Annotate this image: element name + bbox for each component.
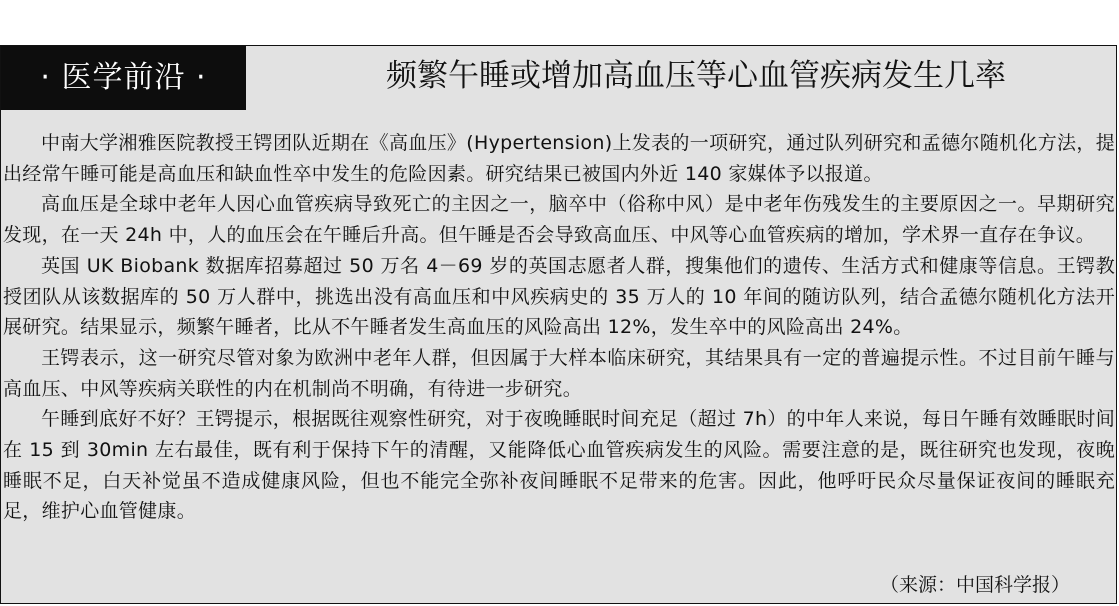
article-body [3, 128, 1115, 527]
article-paragraph: 午睡到底好不好？王锷提示，根据既往观察性研究，对于夜晚睡眠时间充足（超过 7h）的中年人来说，每日午睡有效睡眠时间在 15 到 30min 左右最佳，既有利于保持下午的清醒，又能降低心血管疾病发生的风险。需要注意的是，既往研究也发现，夜晚睡眠不足，白天补觉虽不造成健康风险，但也不能完全弥补夜间睡眠不足带来的危害。因此，他呼吁民众尽量保证夜间的睡眠充足，维护心血管健康。 [3, 408, 1115, 523]
article-paragraph: 中南大学湘雅医院教授王锷团队近期在《高血压》(Hypertension)上发表的一项研究，通过队列研究和孟德尔随机化方法，提出经常午睡可能是高血压和缺血性卒中发生的危险因素。研究结果已被国内外近 140 家媒体予以报道。 [3, 132, 1115, 185]
article-paragraph: 高血压是全球中老年人因心血管疾病导致死亡的主因之一，脑卒中（俗称中风）是中老年伤残发生的主要原因之一。早期研究发现，在一天 24h 中，人的血压会在午睡后升高。但午睡是否会导致高血压、中风等心血管疾病的增加，学术界一直存在争议。 [3, 193, 1115, 247]
article-paragraph: 英国 UK Biobank 数据库招募超过 50 万名 4－69 岁的英国志愿者人群，搜集他们的遗传、生活方式和健康等信息。王锷教授团队从该数据库的 50 万人群中，挑选出没有高血压和中风疾病史的 35 万人的 10 年间的随访队列，结合孟德尔随机化方法开展研究。结果显示，频繁午睡者，比从不午睡者发生高血压的风险高出 12%，发生卒中的风险高出 24%。 [3, 254, 1115, 339]
article-headline: 频繁午睡或增加高血压等心血管疾病发生几率 [386, 58, 1006, 94]
article-source: （来源：中国科学报） [879, 574, 1070, 596]
article-panel [0, 45, 1117, 604]
section-tag: · 医学前沿 · [1, 46, 246, 110]
article-paragraph: 王锷表示，这一研究尽管对象为欧洲中老年人群，但因属于大样本临床研究，其结果具有一定的普遍提示性。不过目前午睡与高血压、中风等疾病关联性的内在机制尚不明确，有待进一步研究。 [3, 346, 1115, 400]
